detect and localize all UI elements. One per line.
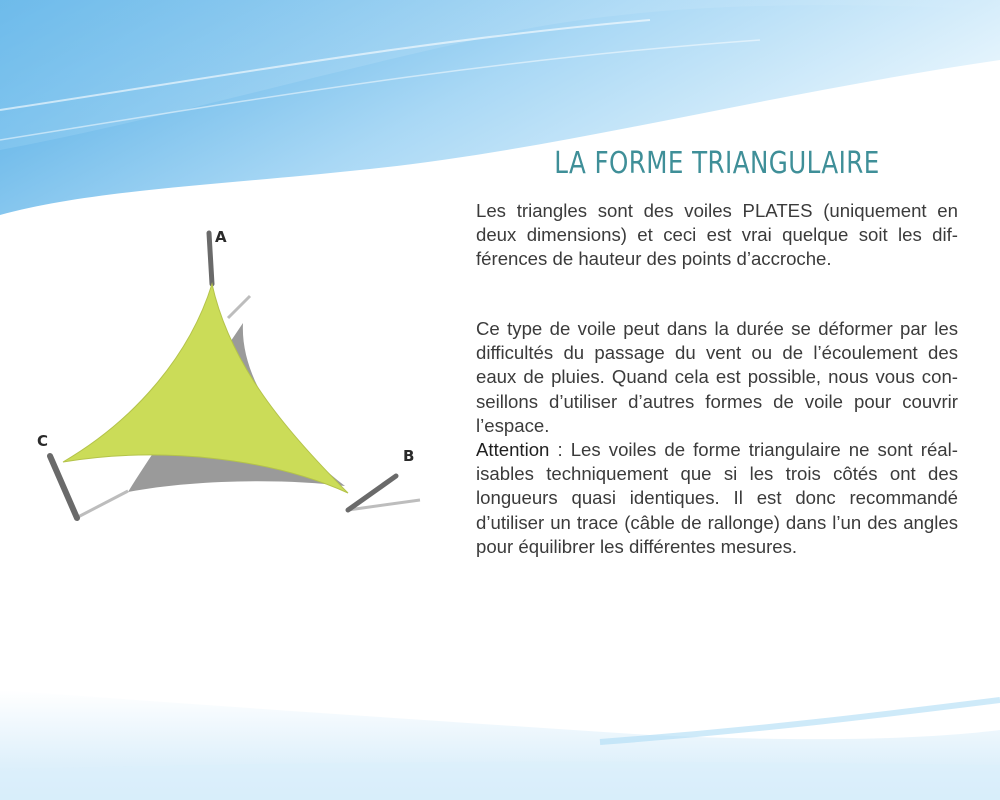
attention-text: : Les voiles de forme triangulaire ne sont réalisables techniquement que si les trois côtés ont des longueurs quasi identiques. Il est donc recommandé d’utiliser un trace (câble de rallonge) dans l’un des angles pour équilibrer les différentes mesures.	[476, 439, 958, 557]
paragraph-attention	[476, 438, 958, 559]
corner-label-a: A	[215, 228, 227, 246]
corner-label-c: C	[37, 432, 49, 450]
cable-c	[78, 491, 128, 517]
paragraph-deformation: Ce type de voile peut dans la durée se déformer par les difficultés du passage du vent ou de l’écoulement des eaux de pluies. Quand cela est possible, nous vous conseillons d’utiliser d’autres formes de voile pour couvrir l’espace.	[476, 318, 958, 436]
attention-label: Attention	[476, 439, 550, 460]
corner-label-b: B	[403, 447, 415, 465]
pole-c	[50, 456, 77, 518]
paragraph-intro: Les triangles sont des voiles PLATES (uniquement en deux dimensions) et ceci est vrai quelque soit les différences de hauteur des points d’accroche.	[476, 200, 958, 270]
page-title: LA FORME TRIANGULAIRE	[554, 146, 880, 181]
cable-a	[228, 296, 250, 318]
pole-a	[209, 233, 212, 284]
